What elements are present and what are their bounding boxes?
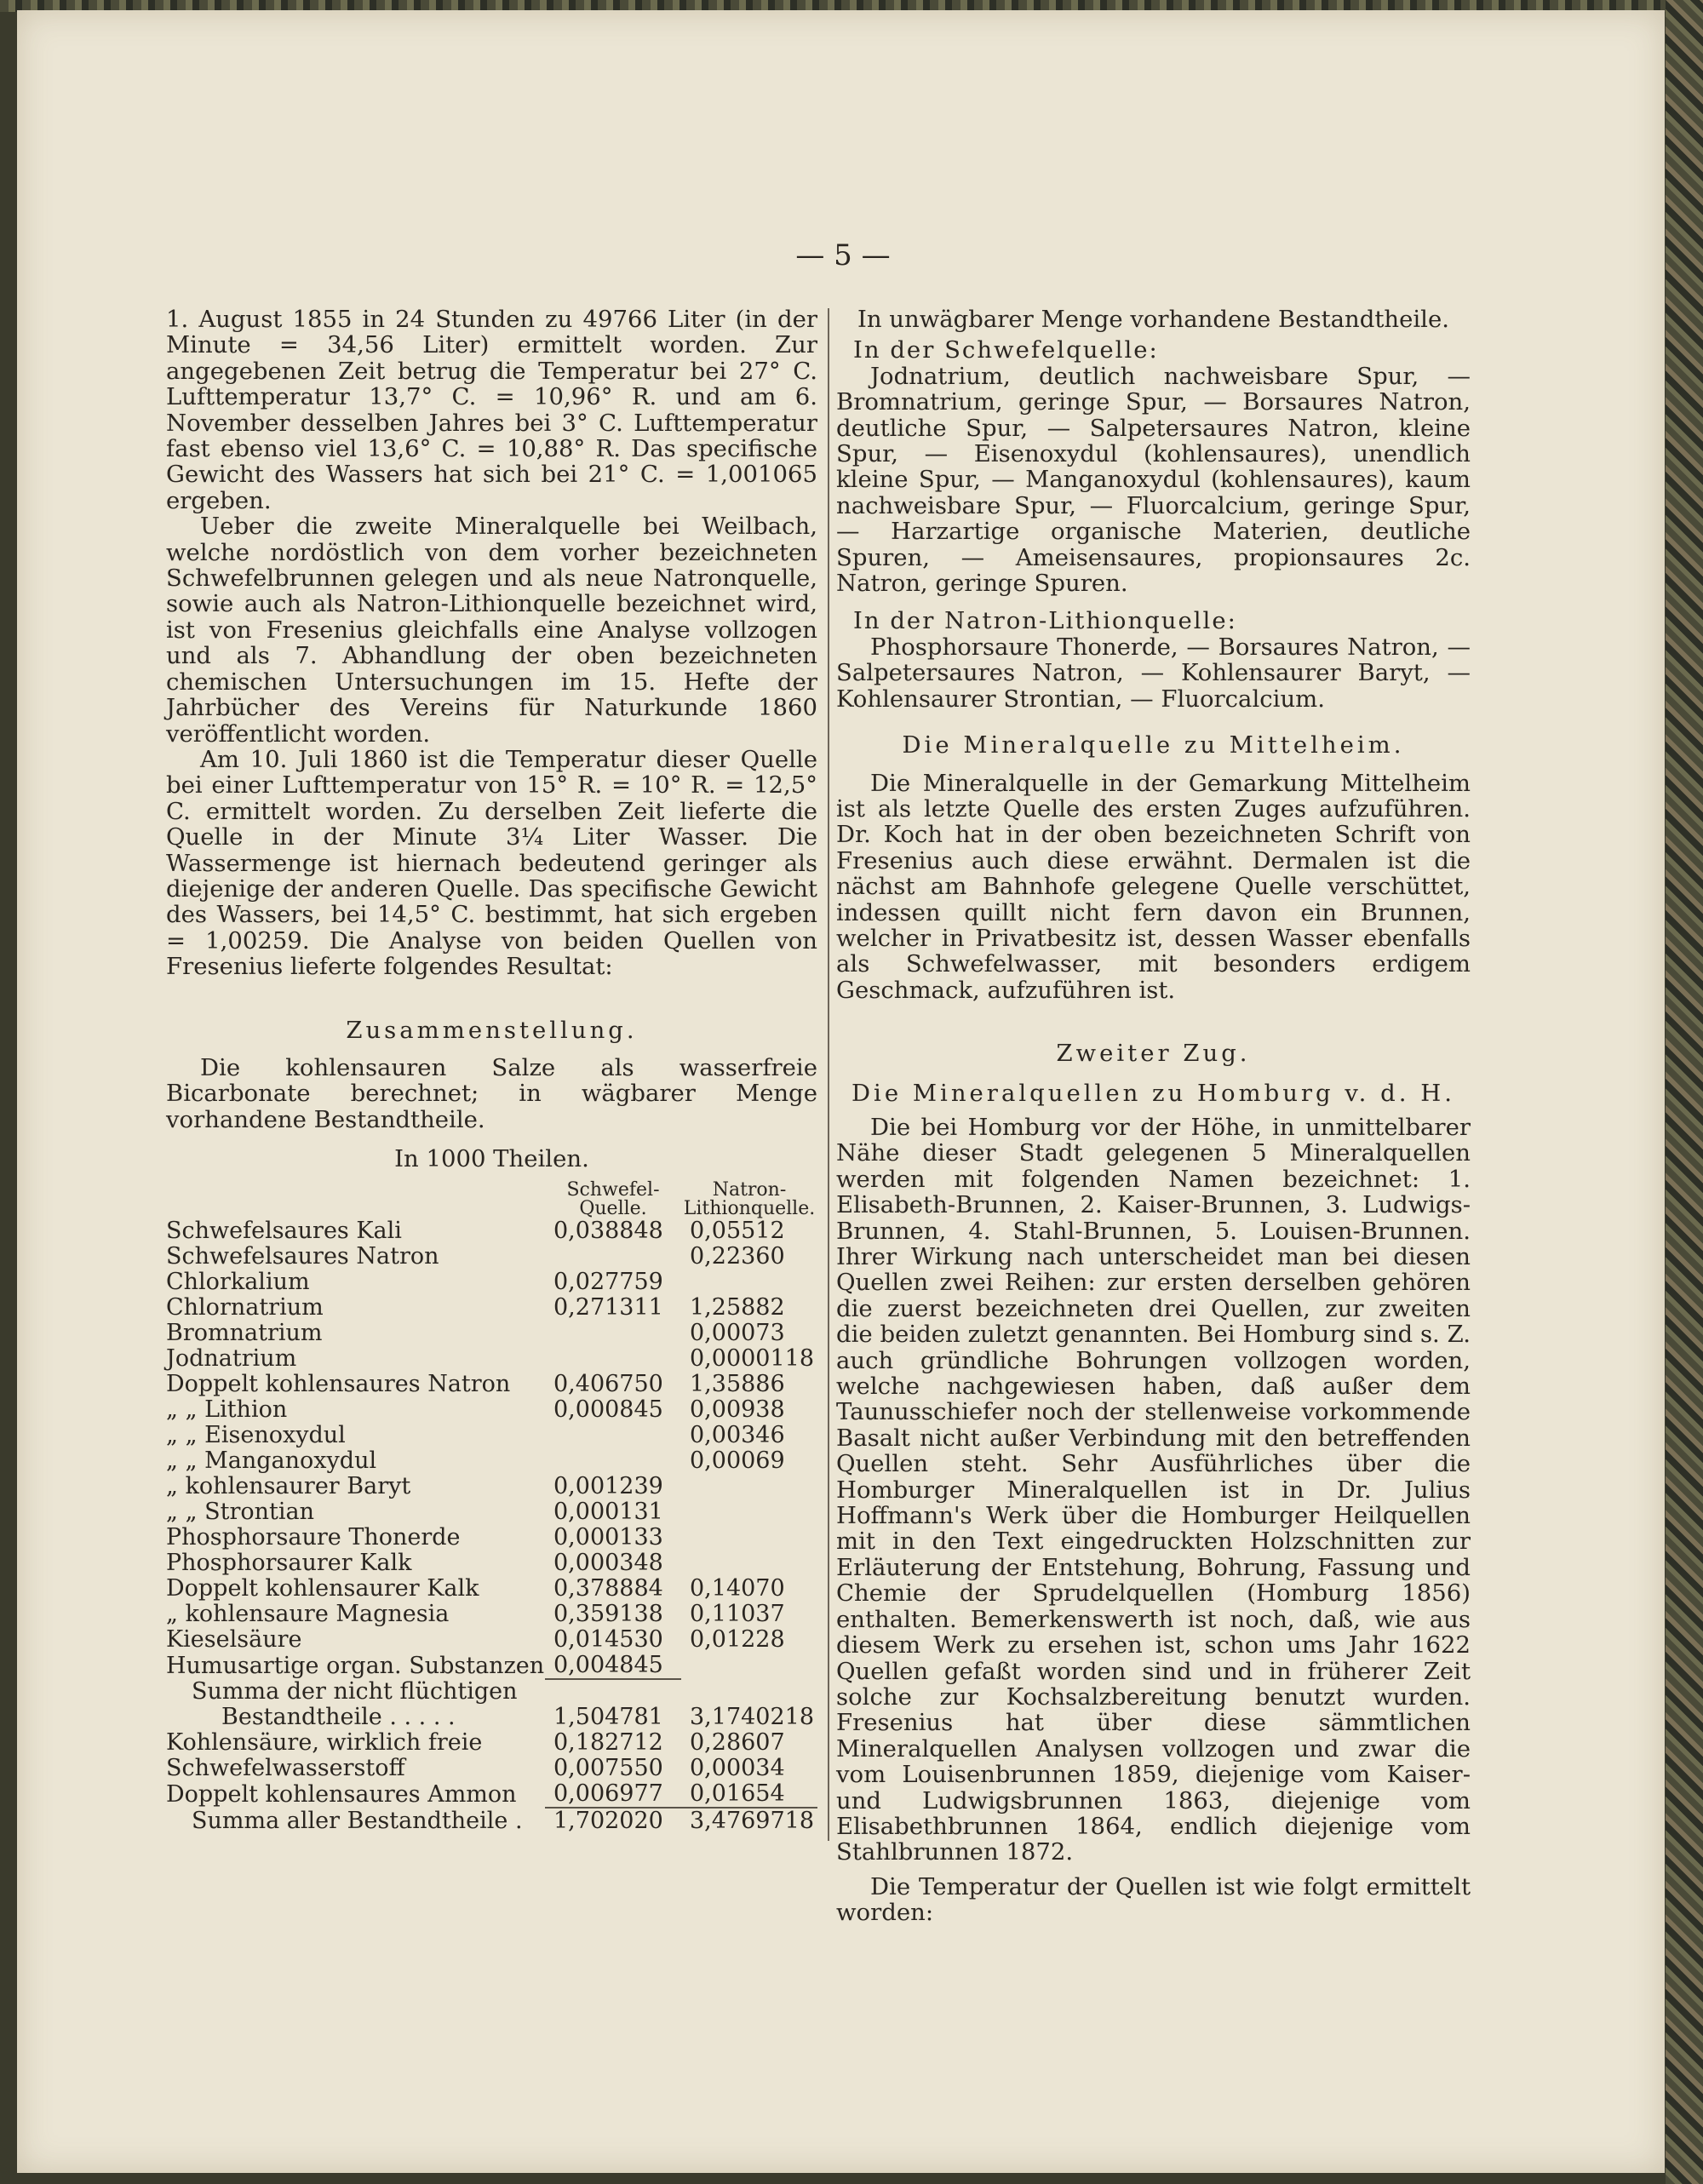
value-schwefelquelle: 0,000131 xyxy=(553,1498,663,1525)
table-row xyxy=(166,1218,817,1244)
value-natronquelle: 1,35886 xyxy=(690,1370,785,1397)
section-heading: Die Mineralquelle zu Mittelheim. xyxy=(902,731,1405,760)
table-row xyxy=(166,1321,817,1346)
value-schwefelquelle: 0,027759 xyxy=(553,1268,663,1295)
value-schwefelquelle: 0,271311 xyxy=(553,1293,663,1321)
value-natronquelle: 0,00073 xyxy=(690,1319,785,1346)
paragraph: Die Mineralquelle in der Gemarkung Mittelheim ist als letzte Quelle des ersten Zuges aufzuführen. Dr. Koch hat in der oben bezeichneten Schrift von Fresenius auch diese erwähnt. Dermalen ist die nächst am Bahnhofe gelegene Quelle verschüttet, indessen quillt nicht fern davon ein Brunnen, welcher in Privatbesitz ist, dessen Wasser ebenfalls als Schwefelwasser, mit besonders erdigem Geschmack, aufzuführen ist. xyxy=(836,769,1471,1004)
table-row: Summa der nicht flüchtigen xyxy=(166,1679,817,1705)
book-edge-right xyxy=(1666,0,1703,2184)
table-row xyxy=(166,1372,817,1397)
row-label: „ „ Manganoxydul xyxy=(166,1447,377,1474)
row-label: Chlornatrium xyxy=(166,1293,324,1321)
column-divider xyxy=(828,308,829,1841)
table-row xyxy=(166,1346,817,1372)
value-schwefelquelle: 0,007550 xyxy=(553,1754,663,1781)
table-header xyxy=(166,1181,817,1218)
row-label: Kohlensäure, wirklich freie xyxy=(166,1728,483,1756)
subheading: In der Natron-Lithionquelle: xyxy=(853,607,1237,635)
value-natronquelle: 1,25882 xyxy=(690,1293,785,1321)
value-natronquelle: 0,01228 xyxy=(690,1625,785,1653)
row-label: Schwefelsaures Natron xyxy=(166,1242,439,1270)
value-schwefelquelle xyxy=(545,1346,681,1372)
row-label: Doppelt kohlensaurer Kalk xyxy=(166,1574,479,1602)
left-column xyxy=(166,307,817,1834)
row-label: Doppelt kohlensaures Natron xyxy=(166,1370,511,1397)
table-row xyxy=(166,1448,817,1474)
value-schwefelquelle xyxy=(545,1321,681,1346)
value-natronquelle xyxy=(681,1653,817,1679)
value-natronquelle: 0,28607 xyxy=(690,1728,785,1756)
row-label: „ „ Strontian xyxy=(166,1498,315,1525)
page-number: — 5 — xyxy=(795,238,891,272)
value-natronquelle: 0,11037 xyxy=(690,1600,785,1627)
row-label: Chlorkalium xyxy=(166,1268,310,1295)
table-row xyxy=(166,1602,817,1627)
value-schwefelquelle: 0,014530 xyxy=(553,1625,663,1653)
paragraph: 1. August 1855 in 24 Stunden zu 49766 Liter (in der Minute = 34,56 Liter) ermittelt worden. Zur angegebenen Zeit betrug die Temperatur bei 27° C. Lufttemperatur 13,7° C. = 10,96° R. und am 6. November desselben Jahres bei 3° C. Lufttemperatur fast ebenso viel 13,6° C. = 10,88° R. Das specifische Gewicht des Wassers hat sich bei 21° C. = 1,001065 ergeben. xyxy=(166,306,817,514)
section-heading: Die Mineralquellen zu Homburg v. d. H. xyxy=(852,1079,1455,1107)
row-label: „ kohlensaurer Baryt xyxy=(166,1472,411,1499)
value-schwefelquelle: 0,001239 xyxy=(553,1472,663,1499)
value-natronquelle: 0,0000118 xyxy=(690,1344,815,1372)
value-schwefelquelle: 0,000845 xyxy=(553,1396,663,1423)
row-label: „ „ Eisenoxydul xyxy=(166,1421,346,1448)
value-natronquelle xyxy=(681,1270,817,1295)
row-label: Bromnatrium xyxy=(166,1319,323,1346)
value-natronquelle: 0,00346 xyxy=(690,1421,785,1448)
value-schwefelquelle: 0,182712 xyxy=(553,1728,663,1756)
row-label: „ „ Lithion xyxy=(166,1396,288,1423)
table-row xyxy=(166,1474,817,1499)
row-label: Doppelt kohlensaures Ammon xyxy=(166,1780,517,1808)
row-label: Phosphorsaurer Kalk xyxy=(166,1549,412,1576)
row-label: Phosphorsaure Thonerde xyxy=(166,1523,461,1551)
value-natronquelle: 0,00069 xyxy=(690,1447,785,1474)
value-natronquelle xyxy=(681,1499,817,1525)
table-row: Summa aller Bestandtheile . 1,702020 3,4769718 xyxy=(166,1808,817,1834)
subheading: In der Schwefelquelle: xyxy=(853,336,1159,364)
value-natronquelle: 0,05512 xyxy=(690,1217,785,1244)
table-row xyxy=(166,1423,817,1448)
paragraph: Die kohlensauren Salze als wasserfreie Bicarbonate berechnet; in wägbarer Menge vorhandene Bestandtheile. xyxy=(166,1053,817,1133)
value-natronquelle xyxy=(681,1551,817,1576)
value-natronquelle xyxy=(681,1474,817,1499)
table-row xyxy=(166,1525,817,1551)
paragraph: Am 10. Juli 1860 ist die Temperatur dieser Quelle bei einer Lufttemperatur von 15° R. = 10° R. = 12,5° C. ermittelt worden. Zu derselben Zeit lieferte die Quelle in der Minute 3¼ Liter Wasser. Die Wassermenge ist hiernach bedeutend geringer als diejenige der anderen Quelle. Das specifische Gewicht des Wassers, bei 14,5° C. bestimmt, hat sich ergeben = 1,00259. Die Analyse von beiden Quellen von Fresenius lieferte folgendes Resultat: xyxy=(166,745,817,981)
column-header: Schwefel-Quelle. xyxy=(566,1178,660,1219)
table-row xyxy=(166,1551,817,1576)
column-header: Natron-Lithionquelle. xyxy=(683,1178,816,1219)
table-row xyxy=(166,1627,817,1653)
section-heading: Zusammenstellung. xyxy=(346,1016,638,1044)
composition-table xyxy=(166,1178,817,1834)
paragraph: Ueber die zweite Mineralquelle bei Weilbach, welche nordöstlich von dem vorher bezeichneten Schwefelbrunnen gelegen und als neue Natronquelle, sowie auch als Natron-Lithionquelle bezeichnet wird, ist von Fresenius gleichfalls eine Analyse vollzogen und als 7. Abhandlung der oben bezeichneten chemischen Untersuchungen im 15. Hefte der Jahrbücher des Vereins für Naturkunde 1860 veröffentlicht worden. xyxy=(166,513,817,748)
table-row: Bestandtheile . . . . . 1,504781 3,1740218 xyxy=(221,1703,815,1730)
table-title: In 1000 Theilen. xyxy=(394,1145,589,1173)
value-natronquelle: 0,00938 xyxy=(690,1396,785,1423)
value-natronquelle: 0,00034 xyxy=(690,1754,785,1781)
table-row xyxy=(166,1397,817,1423)
row-label: Schwefelwasserstoff xyxy=(166,1754,405,1781)
row-label: Schwefelsaures Kali xyxy=(166,1217,402,1244)
value-natronquelle: 0,14070 xyxy=(690,1574,785,1602)
value-schwefelquelle: 0,359138 xyxy=(553,1600,663,1627)
paragraph: Die bei Homburg vor der Höhe, in unmittelbarer Nähe dieser Stadt gelegenen 5 Mineralquellen werden mit folgenden Namen bezeichnet: 1. Elisabeth-Brunnen, 2. Kaiser-Brunnen, 3. Ludwigs-Brunnen, 4. Stahl-Brunnen, 5. Louisen-Brunnen. Ihrer Wirkung nach unterscheidet man bei diesen Quellen zwei Reihen: zur ersten derselben gehören die zuerst bezeichneten drei Quellen, zur zweiten die beiden zuletzt genannten. Bei Homburg sind s. Z. auch gründliche Bohrungen vollzogen worden, welche nachgewiesen haben, daß außer dem Taunusschiefer noch der stellenweise vorkommende Basalt nicht außer Verbindung mit den betreffenden Quellen steht. Sehr Ausführliches über die Homburger Mineralquellen ist in Dr. Julius Hoffmann's Werk über die Homburger Heilquellen mit in den Text eingedruckten Holzschnitten zur Erläuterung der Entstehung, Bohrung, Fassung und Chemie der Sprudelquellen (Homburg 1856) enthalten. Bemerkenswerth ist noch, daß, wie aus diesem Werk zu ersehen ist, schon ums Jahr 1622 Quellen gefaßt worden sind und in früherer Zeit solche zur Kochsalzbereitung benutzt wurden. Fresenius hat über diese sämmtlichen Mineralquellen Analysen vollzogen und zwar die vom Louisenbrunnen 1859, diejenige vom Kaiser- und Ludwigsbrunnen 1863, diejenige vom Elisabethbrunnen 1864, endlich diejenige vom Stahlbrunnen 1872. xyxy=(836,1113,1471,1866)
row-label: Kieselsäure xyxy=(166,1625,302,1653)
table-row xyxy=(166,1295,817,1321)
table-row xyxy=(166,1653,817,1679)
value-schwefelquelle xyxy=(545,1448,681,1474)
row-label: „ kohlensaure Magnesia xyxy=(166,1600,450,1627)
value-schwefelquelle: 0,378884 xyxy=(553,1574,663,1602)
book-page xyxy=(17,10,1665,2173)
value-schwefelquelle: 0,006977 xyxy=(553,1780,663,1807)
section-heading: In unwägbarer Menge vorhandene Bestandtheile. xyxy=(857,306,1449,333)
table-row xyxy=(166,1730,817,1756)
table-row xyxy=(166,1756,817,1781)
paragraph: Jodnatrium, deutlich nachweisbare Spur, — Bromnatrium, geringe Spur, — Borsaures Natron, deutliche Spur, — Salpetersaures Natron, kleine Spur, — Eisenoxydul (kohlensaures), unendlich kleine Spur, — Manganoxydul (kohlensaures), kaum nachweisbare Spur, — Fluorcalcium, geringe Spur, — Harzartige organische Materien, deutliche Spuren, — Ameisensaures, propionsaures 2c. Natron, geringe Spuren. xyxy=(836,362,1471,598)
right-column xyxy=(836,307,1471,1926)
table-row xyxy=(166,1270,817,1295)
value-natronquelle xyxy=(681,1525,817,1551)
value-schwefelquelle: 0,004845 xyxy=(553,1651,663,1678)
table-row xyxy=(166,1781,817,1808)
table-row xyxy=(166,1244,817,1270)
value-schwefelquelle: 0,000133 xyxy=(553,1523,663,1551)
section-heading: Zweiter Zug. xyxy=(1056,1040,1251,1068)
value-schwefelquelle xyxy=(545,1423,681,1448)
paragraph: Phosphorsaure Thonerde, — Borsaures Natron, — Salpetersaures Natron, — Kohlensaurer Baryt, — Kohlensaurer Strontian, — Fluorcalcium. xyxy=(836,633,1471,713)
value-schwefelquelle: 0,038848 xyxy=(553,1217,663,1244)
table-row xyxy=(166,1576,817,1602)
row-label: Jodnatrium xyxy=(166,1344,297,1372)
table-row xyxy=(166,1499,817,1525)
row-label: Humusartige organ. Substanzen xyxy=(166,1652,545,1679)
value-natronquelle: 0,22360 xyxy=(690,1242,785,1270)
value-schwefelquelle: 0,406750 xyxy=(553,1370,663,1397)
value-natronquelle: 0,01654 xyxy=(690,1780,785,1807)
value-schwefelquelle: 0,000348 xyxy=(553,1549,663,1576)
paragraph: Die Temperatur der Quellen ist wie folgt ermittelt worden: xyxy=(836,1872,1471,1927)
value-schwefelquelle xyxy=(545,1244,681,1270)
